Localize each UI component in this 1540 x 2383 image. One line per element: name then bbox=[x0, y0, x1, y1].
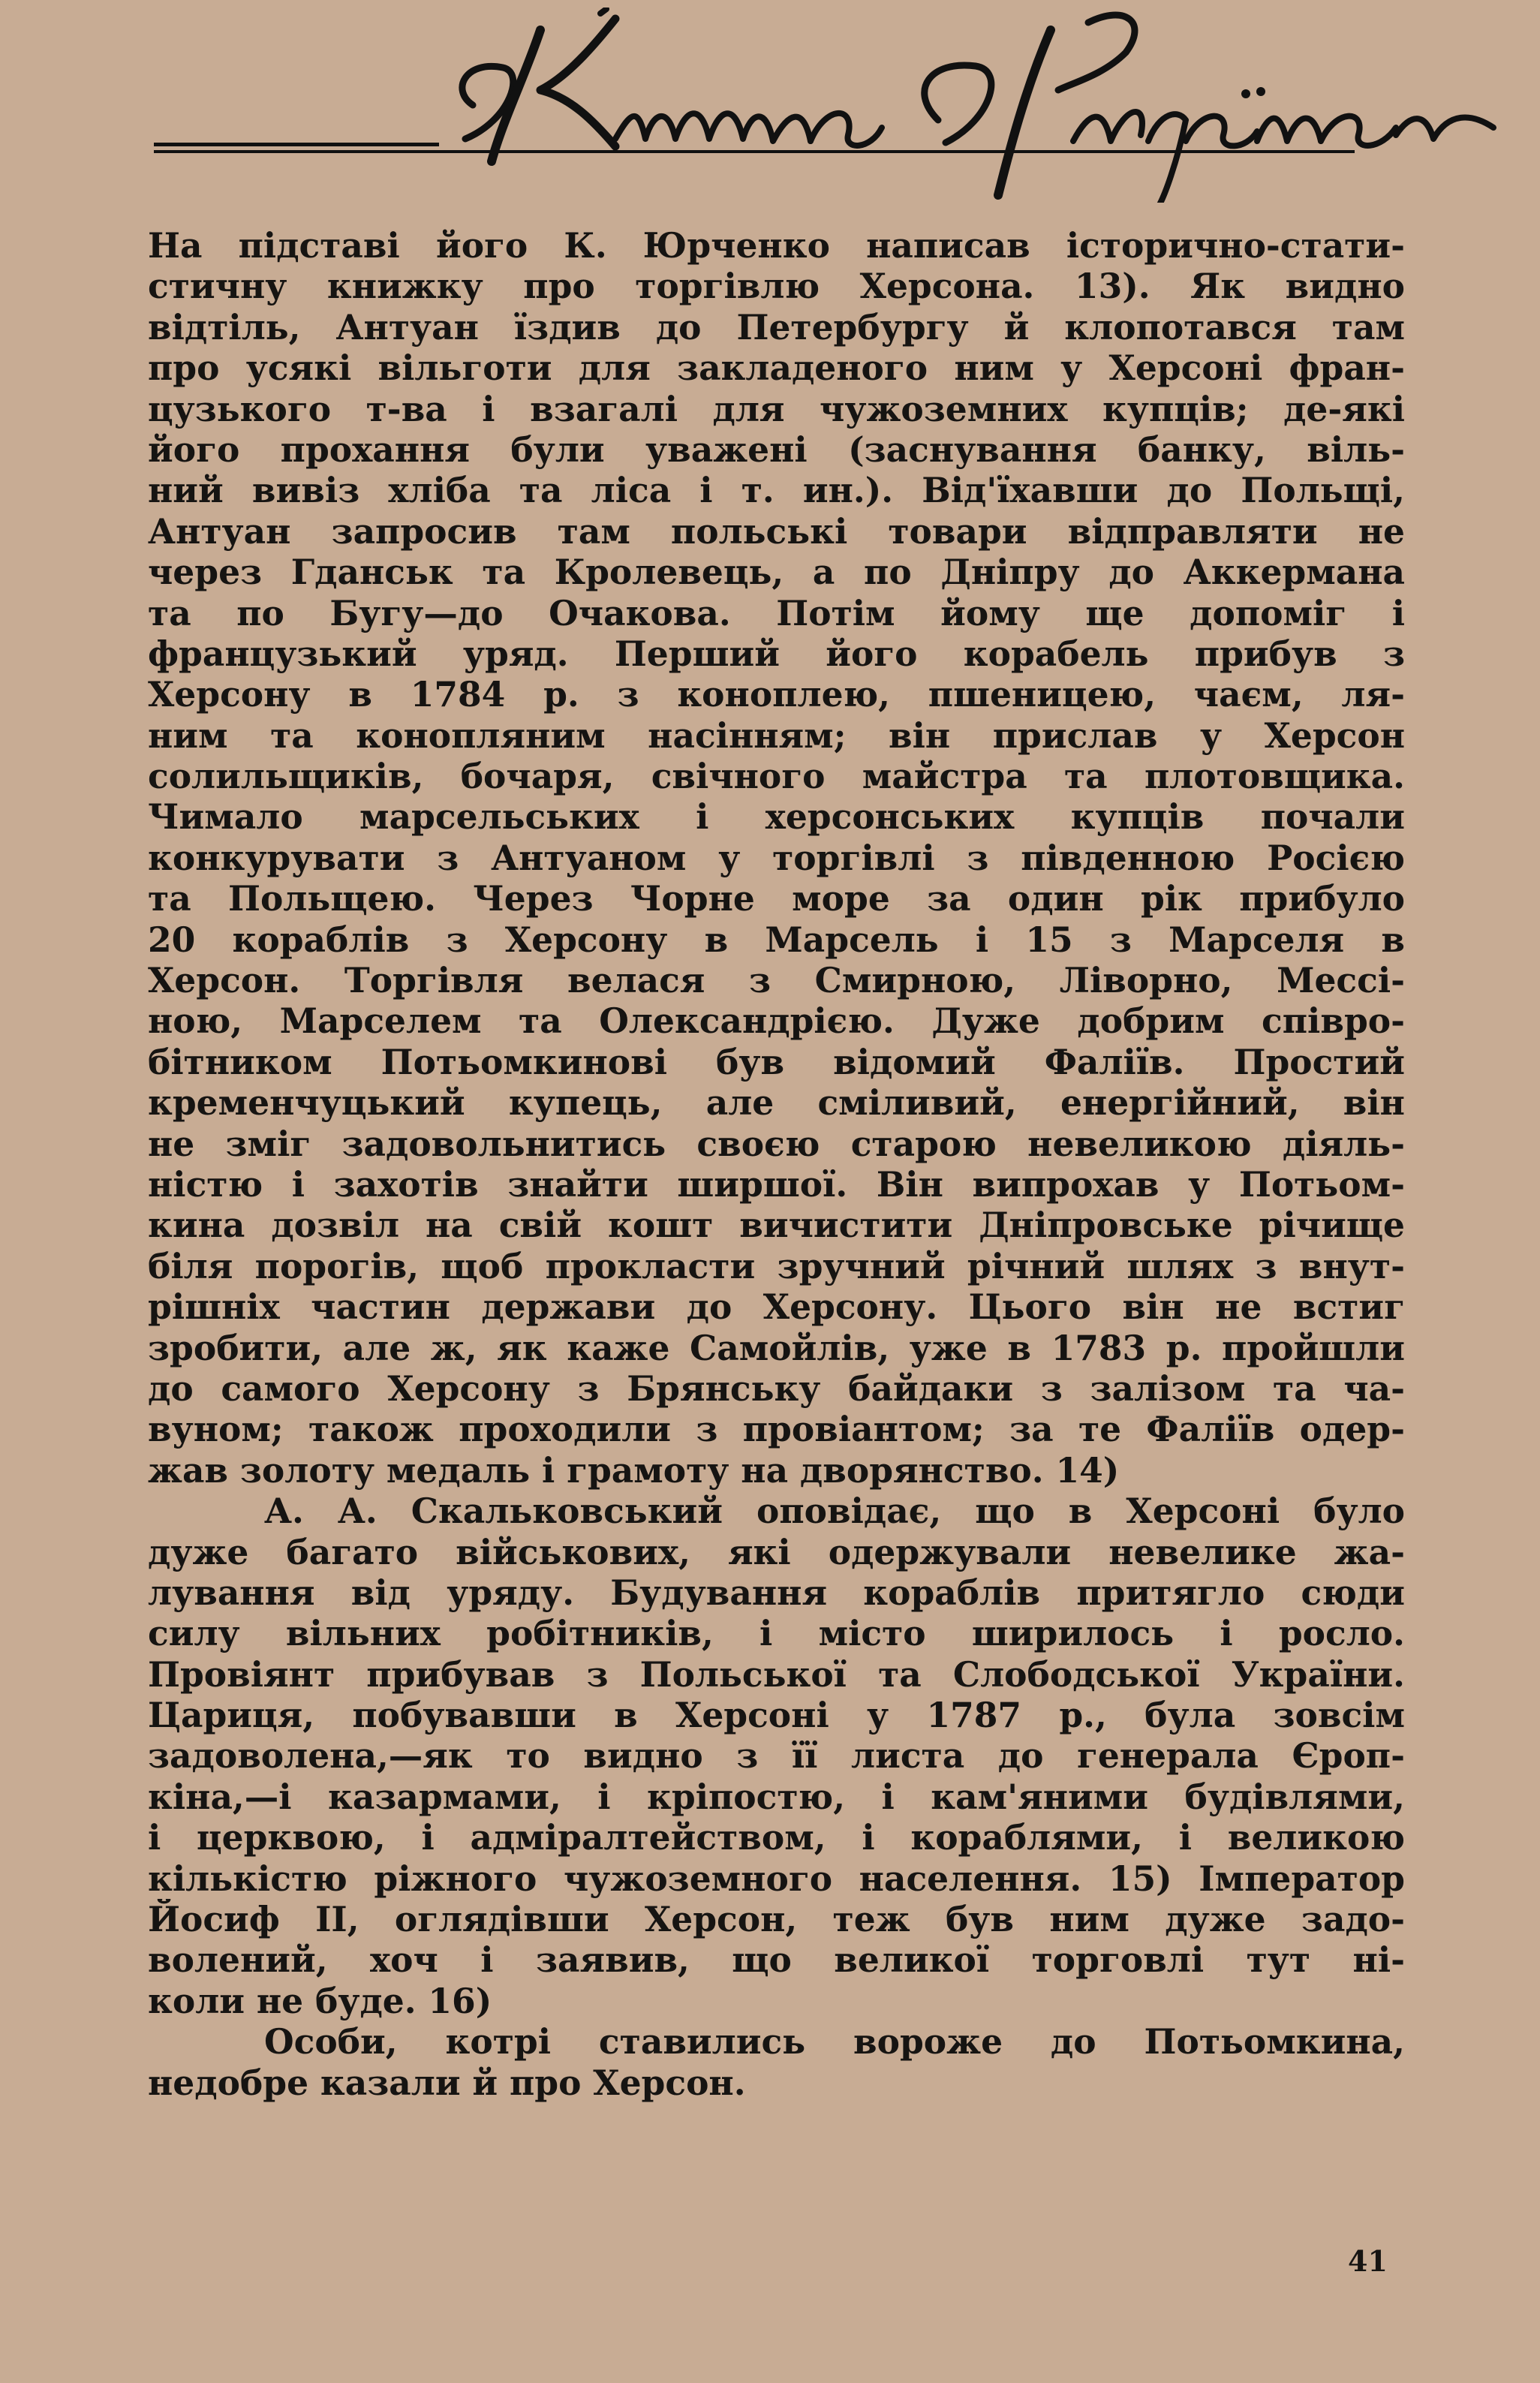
body-text bbox=[148, 225, 1405, 2103]
text-line: відтіль, Антуан їздив до Петербургу й клопотався там bbox=[148, 306, 1405, 348]
text-line: ним та конопляним насінням; він прислав у Херсон bbox=[148, 715, 1405, 756]
text-line: Херсону в 1784 р. з коноплею, пшеницею, чаєм, ля- bbox=[148, 674, 1405, 715]
text-line: до самого Херсону з Брянську байдаки з залізом та ча- bbox=[148, 1368, 1405, 1409]
text-line: жав золоту медаль і грамоту на дворянство. 14) bbox=[148, 1449, 1120, 1491]
text-line: А. А. Скальковський оповідає, що в Херсоні було bbox=[264, 1491, 1405, 1532]
page-number: 41 bbox=[1348, 2244, 1388, 2278]
text-line: 20 кораблів з Херсону в Марсель і 15 з Марселя в bbox=[148, 919, 1405, 960]
text-line: не зміг задовольнитись своєю старою невеликою діяль- bbox=[148, 1123, 1405, 1164]
text-line: і церквою, і адміралтейством, і кораблями, і великою bbox=[148, 1817, 1405, 1858]
text-line: кременчуцький купець, але сміливий, енергійний, він bbox=[148, 1082, 1405, 1124]
text-line: Особи, котрі ставились вороже до Потьомкина, bbox=[264, 2021, 1405, 2063]
text-line: та по Бугу—до Очакова. Потім йому ще допоміг і bbox=[148, 592, 1405, 633]
text-line: Йосиф II, оглядівши Херсон, теж був ним дуже задо- bbox=[148, 1899, 1405, 1940]
text-line: На підставі його К. Юрченко написав історично-стати- bbox=[148, 225, 1405, 266]
text-line: французький уряд. Перший його корабель прибув з bbox=[148, 633, 1405, 674]
text-line: дуже багато військових, які одержували невелике жа- bbox=[148, 1531, 1405, 1572]
text-line: вуном; також проходили з провіантом; за те Фаліїв одер- bbox=[148, 1409, 1405, 1450]
text-line: біля порогів, щоб прокласти зручний річний шлях з внут- bbox=[148, 1245, 1405, 1286]
page-header bbox=[150, 8, 1523, 203]
text-line: зробити, але ж, як каже Самойлів, уже в 1783 р. пройшли bbox=[148, 1327, 1405, 1368]
text-line: кіна,—і казармами, і кріпостю, і кам'яними будівлями, bbox=[148, 1776, 1405, 1817]
text-line: через Гданськ та Кролевець, а по Дніпру до Аккермана bbox=[148, 552, 1405, 593]
text-line: рішніх частин держави до Херсону. Цього він не встиг bbox=[148, 1286, 1405, 1328]
text-line: солильщиків, бочаря, свічного майстра та плотовщика. bbox=[148, 756, 1405, 797]
text-line: недобре казали й про Херсон. bbox=[148, 2062, 746, 2103]
text-line: ністю і захотів знайти ширшої. Він випрохав у Потьом- bbox=[148, 1163, 1405, 1205]
text-line: Чимало марсельських і херсонських купців почали bbox=[148, 796, 1405, 838]
paragraph-3 bbox=[148, 2021, 1405, 2103]
text-line: коли не буде. 16) bbox=[148, 1980, 492, 2021]
text-line: волений, хоч і заявив, що великої торговлі тут ні- bbox=[148, 1939, 1405, 1981]
text-line: конкурувати з Антуаном у торгівлі з південною Росією bbox=[148, 837, 1405, 878]
text-line: Антуан запросив там польські товари відправляти не bbox=[148, 510, 1405, 552]
text-line: задоволена,—як то видно з її листа до генерала Єроп- bbox=[148, 1735, 1405, 1777]
handwritten-title-logo bbox=[150, 8, 1523, 203]
text-line: лування від уряду. Будування кораблів притягло сюди bbox=[148, 1572, 1405, 1613]
text-line: його прохання були уважені (заснування банку, віль- bbox=[148, 429, 1405, 470]
text-line: силу вільних робітників, і місто ширилось і росло. bbox=[148, 1613, 1405, 1654]
text-line: бітником Потьомкинові був відомий Фаліїв. Простий bbox=[148, 1041, 1405, 1082]
text-line: Цариця, побувавши в Херсоні у 1787 р., була зовсім bbox=[148, 1695, 1405, 1736]
text-line: кина дозвіл на свій кошт вичистити Дніпровське річище bbox=[148, 1205, 1405, 1246]
paragraph-2 bbox=[148, 1491, 1405, 2021]
text-line: та Польщею. Через Чорне море за один рік прибуло bbox=[148, 878, 1405, 919]
text-line: про усякі вільготи для закладеного ним у Херсоні фран- bbox=[148, 348, 1405, 389]
text-line: кількістю ріжного чужоземного населення. 15) Імператор bbox=[148, 1858, 1405, 1899]
text-line: цузького т-ва і взагалі для чужоземних купців; де-які bbox=[148, 388, 1405, 429]
text-line: стичну книжку про торгівлю Херсона. 13). Як видно bbox=[148, 266, 1405, 307]
text-line: Провіянт прибував з Польської та Слободської України. bbox=[148, 1653, 1405, 1695]
header-rule-long bbox=[154, 150, 1355, 153]
header-rule-short bbox=[154, 143, 439, 146]
text-line: Херсон. Торгівля велася з Смирною, Ліворно, Мессі- bbox=[148, 960, 1405, 1001]
text-line: ною, Марселем та Олександрією. Дуже добрим співро- bbox=[148, 1000, 1405, 1042]
paragraph-1 bbox=[148, 225, 1405, 1491]
text-line: ний вивіз хліба та ліса і т. ин.). Від'їхавши до Польщі, bbox=[148, 470, 1405, 511]
